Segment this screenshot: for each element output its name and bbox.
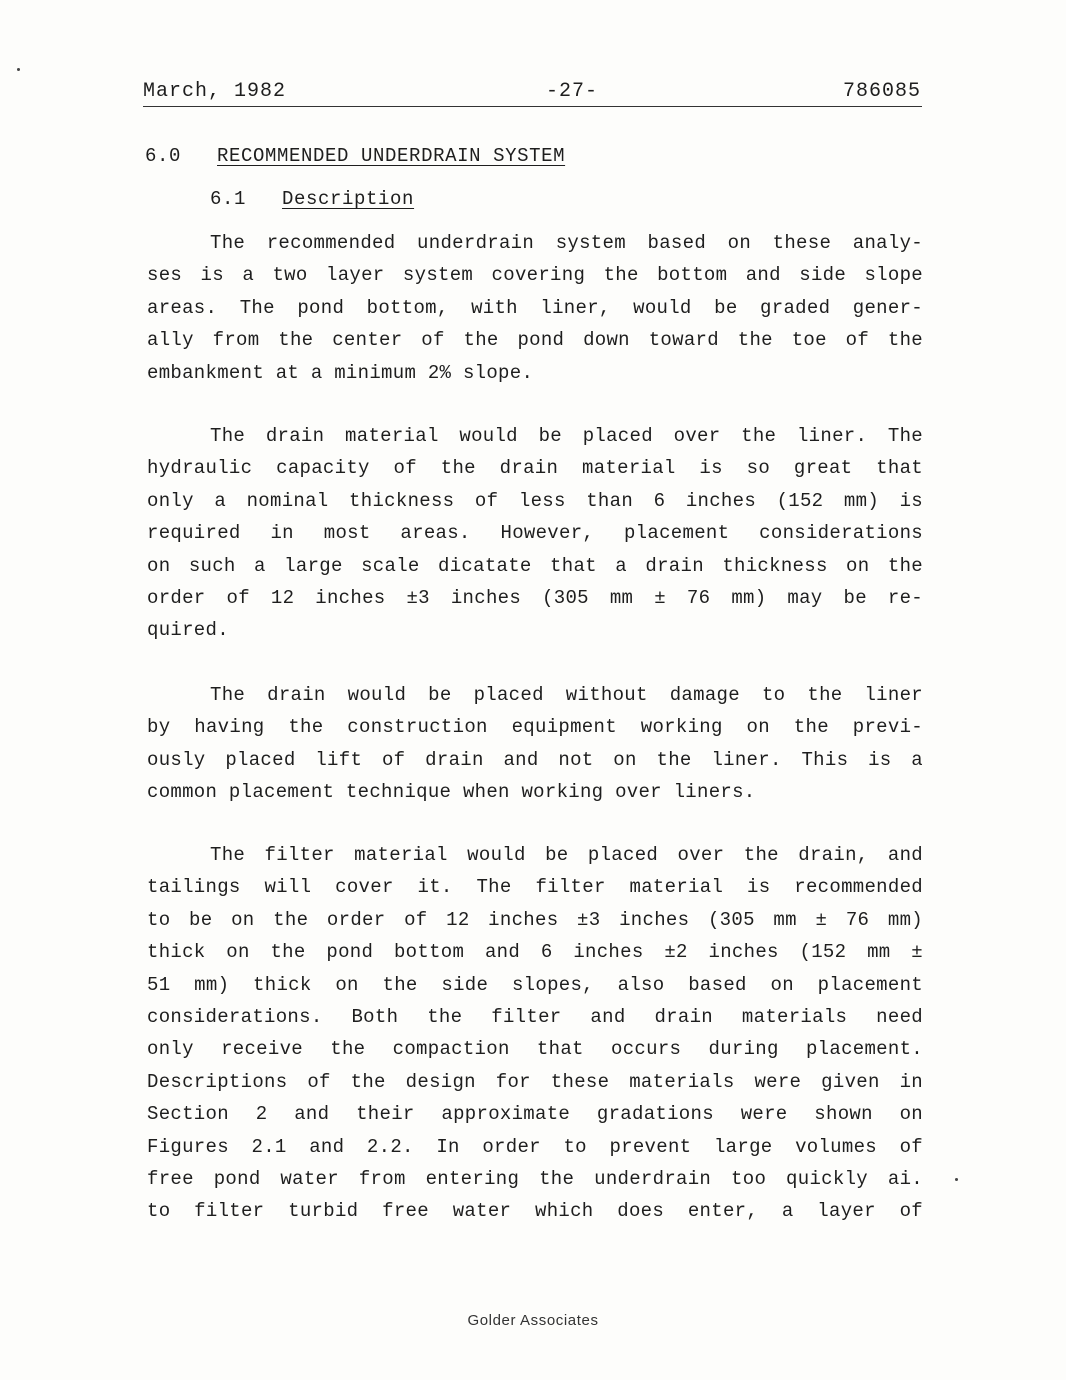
text-line: embankment at a minimum 2% slope.	[147, 361, 534, 384]
text-line: to filter turbid free water which does enter, a layer of	[147, 1200, 923, 1223]
text-line: hydraulic capacity of the drain material is so great that	[147, 457, 923, 480]
paragraph-2	[147, 420, 923, 647]
text-line: only receive the compaction that occurs during placement.	[147, 1038, 923, 1061]
text-line: considerations. Both the filter and drain materials need	[147, 1005, 923, 1028]
text-line: The filter material would be placed over the drain, and	[210, 844, 923, 866]
text-line: ally from the center of the pond down toward the toe of the	[147, 329, 923, 352]
paragraph-3	[147, 679, 923, 809]
header-date: March, 1982	[143, 80, 287, 103]
subsection-number: 6.1	[210, 188, 247, 210]
text-line: ses is a two layer system covering the bottom and side slope	[147, 264, 923, 287]
paragraph-4	[147, 839, 923, 1228]
footer-company: Golder Associates	[467, 1312, 599, 1329]
text-line: order of 12 inches ±3 inches (305 mm ± 76 mm) may be re-	[147, 586, 923, 609]
text-line: to be on the order of 12 inches ±3 inches (305 mm ± 76 mm)	[147, 908, 923, 931]
text-line: areas. The pond bottom, with liner, would be graded gener-	[147, 296, 923, 319]
section-number: 6.0	[145, 145, 182, 167]
text-line: on such a large scale dicatate that a drain thickness on the	[147, 554, 923, 577]
text-line: ously placed lift of drain and not on the liner. This is a	[147, 748, 923, 771]
text-line: thick on the pond bottom and 6 inches ±2 inches (152 mm ±	[147, 941, 923, 964]
section-title: RECOMMENDED UNDERDRAIN SYSTEM	[217, 145, 566, 167]
text-line: tailings will cover it. The filter material is recommended	[147, 876, 923, 899]
text-line: free pond water from entering the underdrain too quickly ai.	[147, 1167, 923, 1190]
subsection-title: Description	[282, 188, 415, 210]
text-line: Section 2 and their approximate gradations were shown on	[147, 1103, 923, 1126]
text-line: Figures 2.1 and 2.2. In order to prevent large volumes of	[147, 1135, 923, 1158]
text-line: by having the construction equipment working on the previ-	[147, 716, 923, 739]
text-line: Descriptions of the design for these materials were given in	[147, 1070, 923, 1093]
scan-speck	[955, 1178, 958, 1181]
header-rule	[143, 106, 922, 107]
subsection-heading	[210, 188, 414, 210]
text-line: The drain would be placed without damage to the liner	[210, 684, 923, 706]
text-line: quired.	[147, 619, 229, 642]
scan-speck	[17, 68, 20, 71]
text-line: only a nominal thickness of less than 6 inches (152 mm) is	[147, 489, 923, 512]
header-doc-number: 786085	[843, 80, 922, 103]
text-line: The recommended underdrain system based on these analy-	[210, 232, 923, 254]
section-heading	[145, 145, 565, 167]
header-page-number: -27-	[546, 80, 599, 103]
text-line: The drain material would be placed over the liner. The	[210, 425, 923, 447]
paragraph-1	[147, 227, 923, 389]
text-line: 51 mm) thick on the side slopes, also based on placement	[147, 973, 923, 996]
text-line: common placement technique when working over liners.	[147, 781, 756, 804]
text-line: required in most areas. However, placement considerations	[147, 522, 923, 545]
